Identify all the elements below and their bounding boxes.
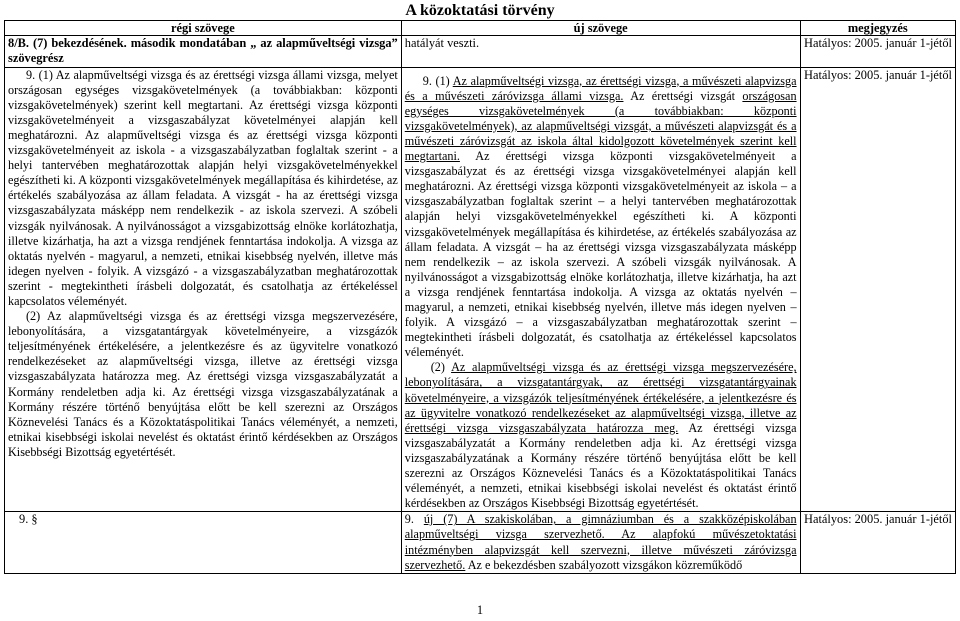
note-cell: Hatályos: 2005. január 1-jétől <box>800 512 955 573</box>
new-paragraph-1 <box>405 74 797 361</box>
new-text-cell <box>401 512 800 573</box>
new-paragraph-1-amended-2: országosan egységes vizsgakövetelmények (a továbbiakban: központi vizsgakövetelmények), az alapműveltségi vizsgát, a művészeti alapvizsgát és a művészeti záróvizsgát az iskola által kidolgozott követelmények szerint kell megtartani. <box>404 88 797 164</box>
header-old-text: régi szövege <box>5 21 402 36</box>
page-title: A közoktatási törvény <box>405 2 555 19</box>
new-paragraph-lead: 9. <box>404 512 424 527</box>
new-paragraph-2-amended: Az alapműveltségi vizsga és az érettségi vizsga megszervezésére, lebonyolítására, a vizsgatantárgyak, az érettségi vizsgatantárgyainak követelményeire, a vizsgázók teljesítményének értékelésére, a jelentkezésre és az ügyvitelre vonatkozó rendelkezéseket az alapműveltségi vizsga, illetve az érettségi vizsga vizsgaszabályzata határozza meg. <box>404 360 797 435</box>
old-text-cell: 8/B. (7) bekezdésének. második mondatában „ az alapműveltségi vizsga” szövegrész <box>5 36 402 68</box>
note-cell: Hatályos: 2005. január 1-jétől <box>800 36 955 68</box>
old-paragraph-2: (2) Az alapműveltségi vizsga és az érettségi vizsga megszervezésére, lebonyolítására, a vizsgatantárgyak követelményeire, a vizsgázók teljesítményének értékelésére, a jelentkezésre és az ügyvitelre vonatkozó rendelkezéseket az alapműveltségi vizsga, illetve az érettségi vizsga vizsgaszabályzata határozza meg. Az érettségi vizsga vizsgaszabályzatát a Kormány rendeletben adja ki. Az érettségi vizsga vizsgaszabályzatának a Kormány részére történő benyújtása előtt be kell szerezni az Országos Köznevelési Tanács és a Közoktatáspolitikai Tanács véleményét, a nemzeti, etnikai kisebbségi iskolai nevelést és oktatást érintő kérdésekben az Országos Kisebbségi Bizottság egyetértését. <box>8 309 398 459</box>
new-paragraph-1-lead: 9. (1) <box>422 73 453 88</box>
table-row <box>5 512 956 573</box>
table-header-row <box>5 21 956 36</box>
new-paragraph-2 <box>405 360 797 511</box>
new-paragraph-1-text-a: Az érettségi vizsgát <box>623 88 743 103</box>
comparison-table <box>4 20 956 574</box>
new-paragraph-text: Az e bekezdésben szabályozott vizsgákon közreműködő <box>465 557 743 572</box>
new-paragraph-1-text-b: Az érettségi vizsga központi vizsgakövetelményeit a vizsgaszabályzat és az érettségi vizsga vizsgakövetelményei alapján kell meghatározni. Az érettségi vizsga központi vizsgakövetelményeit az iskola – a vizsgaszabályzatban foglaltak szerint – a helyi tantervében meghatározottak alapján helyi vizsgakövetelményekkel egészítheti ki. A központi vizsgakövetelmények megállapítása és kihirdetése, az értékelés szabályozása az állam feladata. A vizsgát – ha az érettségi vizsga vizsgaszabályzata másképp nem rendelkezik – az iskola szervezi. A szóbeli vizsgák nyilvánosak. A nyilvánosságot a vizsgabizottság elnöke korlátozhatja, illetve kizárhatja, ha azt a vizsga rendjének fenntartása indokolja. A vizsga az oktatás nyelvén – magyarul, a nemzeti, etnikai kisebbség nyelvén, illetve más idegen nyelven – folyik. A vizsgázó – a vizsgaszabályzatban meghatározottak szerint – megtekintheti írásbeli dolgozatát, és csatolhatja az értékeléssel kapcsolatos véleményét. <box>404 149 797 360</box>
new-paragraph-2-text: Az érettségi vizsga vizsgaszabályzatát a Kormány rendeletben adja ki. Az érettségi vizsga vizsgaszabályzatának a Kormány részére történő benyújtása előtt be kell szerezni az Országos Köznevelési Tanács és a Közoktatáspolitikai Tanács véleményét, a nemzeti, etnikai kisebbségi iskolai nevelést és oktatást érintő kérdésekben az Országos Kisebbségi Bizottság egyetértését. <box>404 420 797 511</box>
header-note: megjegyzés <box>800 21 955 36</box>
old-text-cell <box>5 67 402 512</box>
new-text-cell <box>401 67 800 512</box>
new-paragraph-2-lead: (2) <box>430 360 452 375</box>
note-cell: Hatályos: 2005. január 1-jétől <box>800 67 955 512</box>
new-paragraph-amended: új (7) A szakiskolában, a gimnáziumban és a szakközépiskolában alapműveltségi vizsga szervezhető. Az alapfokú művészetoktatási intézményben alapvizsgát kell szervezni, illetve művészeti záróvizsga szervezhető. <box>404 512 797 572</box>
header-new-text: új szövege <box>401 21 800 36</box>
page-number: 1 <box>476 603 484 617</box>
new-paragraph-1-amended: Az alapműveltségi vizsga, az érettségi vizsga, a művészeti alapvizsga és a művészeti záróvizsga állami vizsga. <box>404 73 797 103</box>
table-row <box>5 67 956 512</box>
new-text-cell: hatályát veszti. <box>401 36 800 68</box>
old-text-cell: 9. § <box>5 512 402 573</box>
old-paragraph-1: 9. (1) Az alapműveltségi vizsga és az érettségi vizsga állami vizsga, melyet országosan egységes vizsgakövetelmények (a továbbiakban: központi vizsgakövetelmények) szerint kell megtartani. Az érettségi vizsga központi vizsgakövetelményeit a vizsgaszabályzat követelményei alapján kell meghatározni. Az alapműveltségi vizsga és az érettségi vizsga központi vizsgakövetelményeit az iskola - a vizsgaszabályzatban foglaltak szerint - a helyi tantervében meghatározottak alapján helyi vizsgakövetelményekkel egészítheti ki. A központi vizsgakövetelmények megállapítása és kihirdetése, az értékelés szabályozása az állam feladata. A vizsgát - ha az érettségi vizsga vizsgaszabályzata másképp nem rendelkezik - az iskola szervezi. A szóbeli vizsgák nyilvánosak. A nyilvánosságot a vizsgabizottság elnöke korlátozhatja, illetve kizárhatja, ha azt a vizsga rendjének fenntartása indokolja. A vizsga az oktatás nyelvén - magyarul, a nemzeti, etnikai kisebbség nyelvén, illetve más idegen nyelven - folyik. A vizsgázó - a vizsgaszabályzatban meghatározottak szerint - megtekintheti írásbeli dolgozatát, és csatolhatja az értékeléssel kapcsolatos véleményét. <box>8 67 398 308</box>
table-row <box>5 36 956 68</box>
